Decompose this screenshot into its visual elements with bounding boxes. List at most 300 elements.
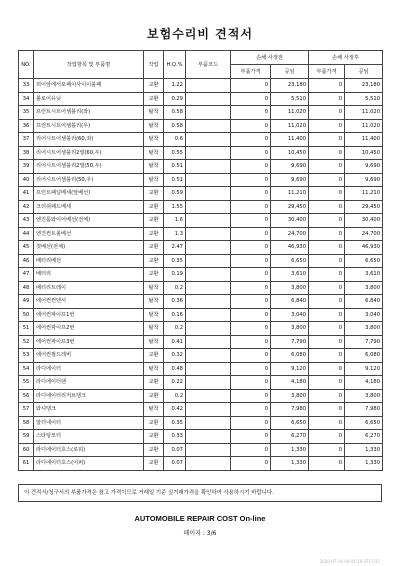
cell-labor-after: 3,800 (345, 389, 383, 403)
cell-part-price: 0 (231, 430, 271, 444)
cell-code (186, 133, 231, 147)
cell-work: 교환 (144, 389, 164, 403)
cell-code (186, 376, 231, 390)
cell-no: 35 (19, 106, 34, 120)
cell-work: 탈착 (144, 362, 164, 376)
cell-labor-after: 9,690 (345, 160, 383, 174)
cell-hq: 0.16 (164, 308, 186, 322)
cell-work: 탈착 (144, 295, 164, 309)
cell-work: 탈착 (144, 403, 164, 417)
cell-hq: 0.19 (164, 268, 186, 282)
table-row (19, 106, 383, 120)
cell-hq: 2.47 (164, 241, 186, 255)
table-row (19, 160, 383, 174)
cell-code (186, 200, 231, 214)
cell-code (186, 362, 231, 376)
cell-part-price: 0 (231, 106, 271, 120)
cell-no: 50 (19, 308, 34, 322)
cell-code (186, 79, 231, 93)
cell-no: 46 (19, 254, 34, 268)
cell-part-price-after: 0 (309, 335, 345, 349)
table-row (19, 308, 383, 322)
cell-part-price: 0 (231, 241, 271, 255)
cell-work: 교환 (144, 241, 164, 255)
cell-labor: 10,450 (271, 146, 309, 160)
cell-work: 교환 (144, 254, 164, 268)
cell-work: 교환 (144, 79, 164, 93)
cell-labor-after: 6,080 (345, 349, 383, 363)
cell-hq: 0.35 (164, 416, 186, 430)
cell-no: 53 (19, 349, 34, 363)
cell-code (186, 254, 231, 268)
cell-labor-after: 9,690 (345, 173, 383, 187)
cell-item: 라디에이터 (34, 362, 144, 376)
cell-code (186, 403, 231, 417)
header-work: 작업 (144, 51, 164, 79)
cell-code (186, 457, 231, 471)
cell-part-price: 0 (231, 200, 271, 214)
cell-work: 교환 (144, 92, 164, 106)
cell-no: 44 (19, 227, 34, 241)
cell-part-price-after: 0 (309, 187, 345, 201)
cell-work: 교환 (144, 187, 164, 201)
cell-part-price: 0 (231, 457, 271, 471)
cell-labor-after: 11,400 (345, 133, 383, 147)
cell-part-price: 0 (231, 362, 271, 376)
cell-labor: 6,840 (271, 295, 309, 309)
cell-hq: 0.6 (164, 133, 186, 147)
cell-no: 54 (19, 362, 34, 376)
cell-hq: 0.2 (164, 322, 186, 336)
cell-item: 프런트시트어셈블리(좌) (34, 106, 144, 120)
cell-labor-after: 3,040 (345, 308, 383, 322)
cell-work: 탈착 (144, 173, 164, 187)
table-row (19, 349, 383, 363)
cell-item: 에어컨파이프2번 (34, 322, 144, 336)
cell-labor-after: 6,650 (345, 416, 383, 430)
cell-item: 에어컨컨덴서 (34, 295, 144, 309)
cell-no: 47 (19, 268, 34, 282)
cell-labor: 9,690 (271, 160, 309, 174)
header-part-price-after: 부품가격 (309, 65, 345, 79)
cell-labor: 6,650 (271, 416, 309, 430)
cell-part-price: 0 (231, 308, 271, 322)
cell-part-price: 0 (231, 349, 271, 363)
cell-part-price-after: 0 (309, 241, 345, 255)
cell-code (186, 268, 231, 282)
cell-code (186, 335, 231, 349)
cell-work: 탈착 (144, 281, 164, 295)
cell-labor: 5,510 (271, 92, 309, 106)
cell-hq: 1.3 (164, 227, 186, 241)
cell-labor-after: 3,610 (345, 268, 383, 282)
cell-part-price: 0 (231, 133, 271, 147)
cell-part-price: 0 (231, 173, 271, 187)
cell-part-price: 0 (231, 79, 271, 93)
cell-no: 57 (19, 403, 34, 417)
table-row (19, 457, 383, 471)
cell-no: 55 (19, 376, 34, 390)
table-row (19, 200, 383, 214)
cell-labor: 46,930 (271, 241, 309, 255)
cell-hq: 0.07 (164, 443, 186, 457)
header-labor: 공임 (271, 65, 309, 79)
cell-part-price: 0 (231, 187, 271, 201)
cell-item: 에어컨필드레버 (34, 349, 144, 363)
cell-code (186, 295, 231, 309)
header-before-group: 손해 사정전 (231, 51, 309, 65)
cell-item: 엔진컨트롤베선 (34, 227, 144, 241)
cell-part-price-after: 0 (309, 416, 345, 430)
page-number: 페이지 : 3/6 (183, 530, 217, 537)
table-row (19, 281, 383, 295)
cell-labor-after: 11,020 (345, 119, 383, 133)
cell-part-price: 0 (231, 92, 271, 106)
cell-item: 에어컨파이프1번 (34, 308, 144, 322)
cell-no: 38 (19, 146, 34, 160)
table-row (19, 92, 383, 106)
header-labor-after: 공임 (345, 65, 383, 79)
cell-labor: 7,790 (271, 335, 309, 349)
cell-part-price-after: 0 (309, 254, 345, 268)
cell-part-price-after: 0 (309, 227, 345, 241)
table-row (19, 133, 383, 147)
cell-work: 탈착 (144, 146, 164, 160)
table-row (19, 443, 383, 457)
cell-part-price: 0 (231, 376, 271, 390)
cell-item: 리어시트어셈블리(50,우) (34, 173, 144, 187)
cell-part-price: 0 (231, 146, 271, 160)
header-after-group: 손해 사정후 (309, 51, 383, 65)
cell-part-price-after: 0 (309, 160, 345, 174)
cell-labor: 30,400 (271, 214, 309, 228)
cell-labor: 11,210 (271, 187, 309, 201)
cell-work: 교환 (144, 268, 164, 282)
cell-labor-after: 24,700 (345, 227, 383, 241)
cell-part-price: 0 (231, 119, 271, 133)
cell-part-price-after: 0 (309, 295, 345, 309)
header-hq: H.Q.% (164, 51, 186, 79)
table-row (19, 430, 383, 444)
cell-no: 34 (19, 92, 34, 106)
cell-labor: 11,020 (271, 119, 309, 133)
table-row (19, 335, 383, 349)
cell-work: 교환 (144, 200, 164, 214)
cell-hq: 1.22 (164, 79, 186, 93)
table-body (19, 79, 383, 471)
table-row (19, 322, 383, 336)
cell-labor: 1,330 (271, 457, 309, 471)
cell-code (186, 214, 231, 228)
cell-labor-after: 29,450 (345, 200, 383, 214)
table-row (19, 416, 383, 430)
cell-item: 리어시트어셈블리(60,좌) (34, 133, 144, 147)
cell-no: 52 (19, 335, 34, 349)
cell-work: 교환 (144, 349, 164, 363)
cell-no: 37 (19, 133, 34, 147)
cell-part-price-after: 0 (309, 349, 345, 363)
cell-hq: 0.58 (164, 119, 186, 133)
cell-hq: 0.33 (164, 430, 186, 444)
cell-part-price: 0 (231, 416, 271, 430)
cell-hq: 0.42 (164, 403, 186, 417)
cell-part-price-after: 0 (309, 403, 345, 417)
cell-labor-after: 3,800 (345, 322, 383, 336)
cell-code (186, 322, 231, 336)
cell-part-price-after: 0 (309, 79, 345, 93)
estimate-table (18, 50, 383, 471)
cell-no: 33 (19, 79, 34, 93)
cell-part-price: 0 (231, 389, 271, 403)
cell-code (186, 281, 231, 295)
cell-item: 에어컨파이프3번 (34, 335, 144, 349)
cell-hq: 0.58 (164, 106, 186, 120)
cell-item: 배터리트레이 (34, 281, 144, 295)
cell-part-price-after: 0 (309, 268, 345, 282)
table-row (19, 268, 383, 282)
cell-item: 리어시트어셈블리2열(60,우) (34, 146, 144, 160)
cell-hq: 0.59 (164, 187, 186, 201)
cell-code (186, 308, 231, 322)
cell-item: 프런트시트어셈블리(우) (34, 119, 144, 133)
table-row (19, 389, 383, 403)
cell-item: 크러쉬패드베세 (34, 200, 144, 214)
cell-part-price-after: 0 (309, 200, 345, 214)
cell-code (186, 146, 231, 160)
table-row (19, 241, 383, 255)
cell-part-price-after: 0 (309, 92, 345, 106)
cell-no: 59 (19, 430, 34, 444)
cell-part-price-after: 0 (309, 389, 345, 403)
cell-no: 60 (19, 443, 34, 457)
cell-labor: 3,800 (271, 322, 309, 336)
cell-part-price-after: 0 (309, 430, 345, 444)
cell-labor-after: 7,980 (345, 403, 383, 417)
cell-item: 리어시트어셈블리2열(50,우) (34, 160, 144, 174)
cell-labor: 9,690 (271, 173, 309, 187)
cell-no: 45 (19, 241, 34, 255)
cell-hq: 0.32 (164, 349, 186, 363)
cell-part-price: 0 (231, 214, 271, 228)
cell-labor: 23,180 (271, 79, 309, 93)
cell-part-price-after: 0 (309, 119, 345, 133)
header-code: 부품코드 (186, 51, 231, 79)
cell-labor: 3,800 (271, 281, 309, 295)
cell-labor-after: 23,180 (345, 79, 383, 93)
cell-work: 교환 (144, 214, 164, 228)
table-row (19, 119, 383, 133)
cell-code (186, 173, 231, 187)
table-row (19, 362, 383, 376)
cell-no: 48 (19, 281, 34, 295)
cell-labor-after: 6,270 (345, 430, 383, 444)
cell-part-price: 0 (231, 227, 271, 241)
cell-hq: 0.41 (164, 335, 186, 349)
cell-hq: 0.48 (164, 362, 186, 376)
cell-code (186, 443, 231, 457)
cell-work: 탈착 (144, 106, 164, 120)
cell-part-price-after: 0 (309, 443, 345, 457)
cell-labor-after: 5,510 (345, 92, 383, 106)
cell-labor-after: 1,330 (345, 443, 383, 457)
cell-part-price-after: 0 (309, 376, 345, 390)
cell-no: 61 (19, 457, 34, 471)
cell-hq: 0.55 (164, 146, 186, 160)
cell-code (186, 430, 231, 444)
cell-item: 볼로어유닛 (34, 92, 144, 106)
cell-item: 라디에이터호스(어퍼) (34, 457, 144, 471)
print-stamp: 2020-07-16 09:05:18 3717/37 (319, 559, 380, 564)
cell-labor: 7,980 (271, 403, 309, 417)
footer-brand: AUTOMOBILE REPAIR COST On-line (134, 514, 266, 523)
cell-item: 첫베선(전체) (34, 241, 144, 255)
table-row (19, 403, 383, 417)
cell-part-price-after: 0 (309, 133, 345, 147)
cell-labor-after: 46,930 (345, 241, 383, 255)
cell-labor-after: 6,840 (345, 295, 383, 309)
cell-labor: 11,400 (271, 133, 309, 147)
cell-code (186, 227, 231, 241)
cell-item: 라디에이터리저브탱크 (34, 389, 144, 403)
cell-hq: 0.07 (164, 457, 186, 471)
cell-part-price: 0 (231, 281, 271, 295)
cell-part-price-after: 0 (309, 457, 345, 471)
cell-no: 40 (19, 173, 34, 187)
cell-part-price: 0 (231, 268, 271, 282)
cell-code (186, 160, 231, 174)
cell-part-price: 0 (231, 335, 271, 349)
cell-labor-after: 11,020 (345, 106, 383, 120)
cell-labor-after: 11,210 (345, 187, 383, 201)
cell-code (186, 106, 231, 120)
cell-part-price: 0 (231, 403, 271, 417)
header-no: NO. (19, 51, 34, 79)
cell-labor-after: 4,180 (345, 376, 383, 390)
header-part-price: 부품가격 (231, 65, 271, 79)
cell-work: 교환 (144, 227, 164, 241)
table-row (19, 173, 383, 187)
cell-part-price-after: 0 (309, 308, 345, 322)
cell-item: 알터네이터 (34, 416, 144, 430)
cell-part-price: 0 (231, 160, 271, 174)
cell-hq: 0.51 (164, 173, 186, 187)
cell-no: 51 (19, 322, 34, 336)
cell-part-price-after: 0 (309, 173, 345, 187)
table-row (19, 376, 383, 390)
cell-labor: 29,450 (271, 200, 309, 214)
cell-part-price: 0 (231, 254, 271, 268)
cell-labor: 11,020 (271, 106, 309, 120)
header-item: 작업항목 및 부품명 (34, 51, 144, 79)
cell-code (186, 241, 231, 255)
cell-part-price-after: 0 (309, 362, 345, 376)
table-row (19, 254, 383, 268)
cell-part-price: 0 (231, 443, 271, 457)
cell-labor: 3,610 (271, 268, 309, 282)
cell-labor: 6,080 (271, 349, 309, 363)
cell-hq: 0.22 (164, 376, 186, 390)
cell-item: 프런트패널베세(앞베선) (34, 187, 144, 201)
cell-item: 엔진룸와이어베선(전체) (34, 214, 144, 228)
cell-hq: 0.35 (164, 254, 186, 268)
cell-work: 교환 (144, 430, 164, 444)
document-title: 보험수리비 견적서 (147, 27, 253, 41)
cell-labor: 24,700 (271, 227, 309, 241)
cell-labor-after: 7,790 (345, 335, 383, 349)
cell-no: 41 (19, 187, 34, 201)
cell-part-price-after: 0 (309, 281, 345, 295)
cell-item: 외이앞에서포페이사이이블패 (34, 79, 144, 93)
cell-code (186, 416, 231, 430)
cell-no: 49 (19, 295, 34, 309)
cell-labor-after: 6,650 (345, 254, 383, 268)
cell-item: 배터리 (34, 268, 144, 282)
table-header (19, 51, 383, 79)
table-row (19, 79, 383, 93)
cell-work: 교환 (144, 416, 164, 430)
cell-labor-after: 30,400 (345, 214, 383, 228)
cell-work: 탈착 (144, 119, 164, 133)
cell-code (186, 119, 231, 133)
cell-work: 탈착 (144, 335, 164, 349)
cell-hq: 0.36 (164, 295, 186, 309)
cell-labor: 1,330 (271, 443, 309, 457)
cell-work: 탈착 (144, 308, 164, 322)
table-row (19, 146, 383, 160)
cell-item: 라디에이터호스(로워) (34, 443, 144, 457)
cell-no: 36 (19, 119, 34, 133)
cell-no: 43 (19, 214, 34, 228)
cell-work: 교환 (144, 457, 164, 471)
cell-hq: 0.51 (164, 160, 186, 174)
cell-work: 탈착 (144, 160, 164, 174)
cell-labor-after: 3,800 (345, 281, 383, 295)
cell-work: 탈착 (144, 133, 164, 147)
cell-labor-after: 9,120 (345, 362, 383, 376)
cell-labor: 6,270 (271, 430, 309, 444)
cell-labor: 4,180 (271, 376, 309, 390)
cell-hq: 0.2 (164, 281, 186, 295)
cell-work: 교환 (144, 443, 164, 457)
table-row (19, 295, 383, 309)
cell-item: 라디에이터팬 (34, 376, 144, 390)
cell-item: 스타팅모터 (34, 430, 144, 444)
cell-item: 와셔탱크 (34, 403, 144, 417)
cell-code (186, 389, 231, 403)
cell-part-price-after: 0 (309, 214, 345, 228)
cell-hq: 1.55 (164, 200, 186, 214)
cell-no: 56 (19, 389, 34, 403)
cell-labor: 3,040 (271, 308, 309, 322)
cell-no: 42 (19, 200, 34, 214)
cell-work: 탈착 (144, 322, 164, 336)
cell-work: 교환 (144, 376, 164, 390)
cell-labor-after: 1,330 (345, 457, 383, 471)
table-row (19, 214, 383, 228)
cell-code (186, 92, 231, 106)
cell-part-price-after: 0 (309, 146, 345, 160)
cell-hq: 0.2 (164, 389, 186, 403)
disclaimer-note: 이 견적서/청구서의 부품가격은 참고 가격이므로 거래일 기준 실거래가격을 확인하여 사용하시기 바랍니다. (18, 484, 382, 502)
cell-code (186, 187, 231, 201)
cell-part-price: 0 (231, 295, 271, 309)
cell-code (186, 349, 231, 363)
cell-item: 배터리베선 (34, 254, 144, 268)
cell-part-price-after: 0 (309, 106, 345, 120)
cell-labor: 6,650 (271, 254, 309, 268)
cell-hq: 0.29 (164, 92, 186, 106)
cell-labor: 9,120 (271, 362, 309, 376)
